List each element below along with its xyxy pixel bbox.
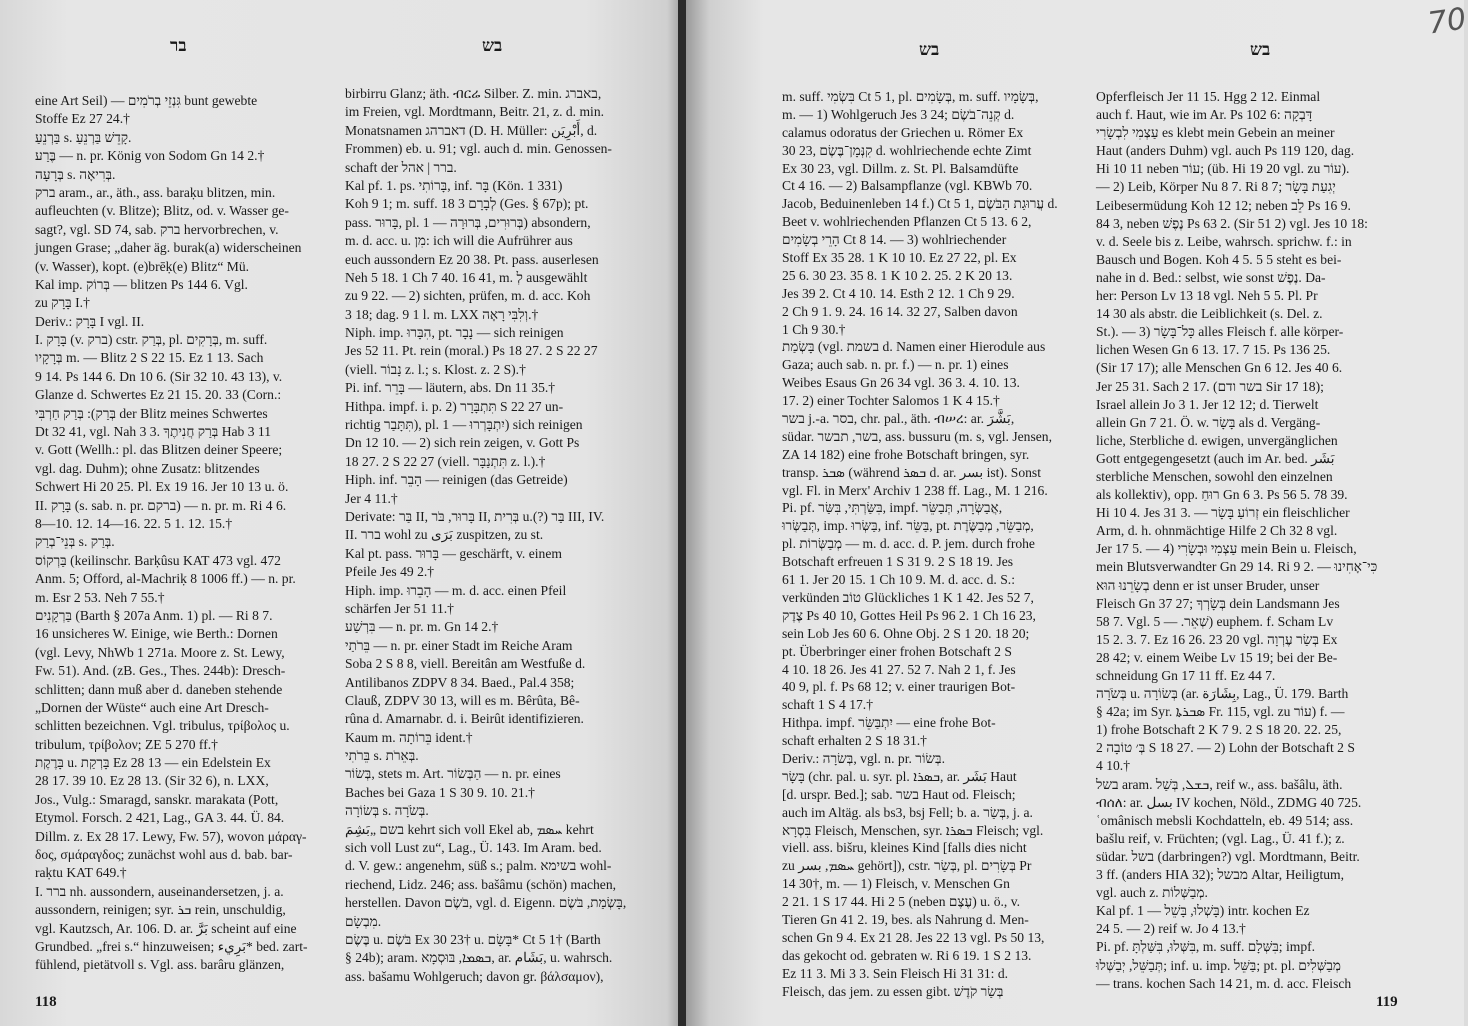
text-line: בֵּרֹתִי s. בְּאֵרֹת. [345, 748, 419, 764]
text-line: בשם „بَشِمَ kehrt sich voll Ekel ab, ܚܣܡ kehrt [345, 821, 594, 837]
text-line: auch f. Haut, wie im Ar. Ps 102 6: דָּבְקָה [1096, 107, 1313, 123]
text-line: schneidung Gn 17 11 ff. Ez 44 7. [1096, 668, 1276, 683]
text-line: Jer 4 11.† [345, 490, 398, 506]
text-line: בשר j.-a. בסר, chr. pal., äth. ብሠረ: ar. بَشَّرَ, [782, 411, 1015, 427]
book-gutter [678, 0, 686, 1026]
text-line: m. — 1) Wohlgeruch Jes 3 24; קְנֵה־בֹשֶׂם d. [782, 106, 1015, 122]
text-line: aussondern, reinigen; syr. ܒܪ rein, unschuldig, [35, 902, 286, 918]
running-header-left-2: בש [482, 36, 503, 56]
text-line: 30 23, קִנְּמָן־בֶּשֶׂם d. wohlriechende echte Zimt [782, 142, 1032, 158]
page-number-left: 118 [35, 994, 57, 1010]
text-line: Arm, d. h. ohnmächtige Hilfe 2 Ch 32 8 vgl. [1096, 523, 1338, 539]
text-line: schen Gn 9 4. Ex 21 28. Jes 22 13 vgl. Ps 50 13, [782, 929, 1045, 945]
text-line: Antilibanos ZDPV 8 34. Baed., Pal.4 358; [345, 674, 575, 690]
text-line: schaft der ברר | אהל. [345, 159, 457, 175]
text-line: בְּשֹׂרָה u. בְּשׂוֹרָה (ar. بِشَارَة, Lag., Ü. 179. Barth [1096, 686, 1349, 702]
text-line: בְּשׂוֹר, stets m. Art. הַבְּשׂוֹר — n. pr. eines [345, 766, 561, 782]
text-line: südar. בשר, תבשר, ass. bussuru (m. s, vgl. Jensen, [782, 428, 1052, 444]
text-line: pt. Überbringer einer frohen Botschaft 2 S [782, 643, 1012, 659]
text-line: — 2) Leib, Körper Nu 8 7. Ri 8 7; יְגִעַת בָּשָׂר [1096, 179, 1336, 195]
text-line: Clauß, ZDPV 30 13, will es m. Bêrûta, Bê- [345, 692, 580, 708]
text-line: בְּרָעָה s. בְּרִיאָה. [35, 166, 116, 182]
text-line: Haut (anders Duhm) vgl. auch Ps 119 120, dag. [1096, 143, 1355, 159]
text-line: Jes 52 11. Pt. rein (moral.) Ps 18 27. 2 S 22 27 [345, 343, 598, 359]
text-line: § 42a; im Syr. ܣܒܪܬܐ Fr. 115, vgl. zu עוֹר) f. — [1096, 704, 1345, 720]
text-line: Gott entgegengesetzt (auch im Ar. bed. بَشَر [1096, 450, 1335, 466]
text-line: das gekocht od. gebraten w. Ri 6 19. 1 S 2 13. [782, 947, 1032, 963]
text-line: Jer 17 5. — 4) עַצְמִי וּבְשָׂרִי mein Bein u. Fleisch, [1096, 541, 1357, 557]
text-line: Pi. pf. בִּשְּׁלוּ, בִּשַּׁלְתָּ, m. suff. בִּשְּׁלָם; impf. [1096, 939, 1316, 955]
text-line: 1) frohe Botschaft 2 K 7 9. 2 S 18 20. 22. 25, [1096, 722, 1342, 738]
text-line: Anm. 5; Offord, al-Machriḳ 8 1006 ff.) — n. pr. [35, 571, 296, 587]
text-line: 58 7. Vgl. שְׁאֵר. — 5) euphem. f. Scham Lv [1096, 613, 1334, 629]
text-line: Beet v. wohlriechenden Pflanzen Ct 5 13. 6 2, [782, 214, 1032, 230]
text-line: nahe in d. Bed.: selbst, wie sonst נֶפֶשׁ. Da- [1096, 269, 1326, 285]
text-line: sterbliche Menschen, sowohl den einzelnen [1096, 468, 1333, 484]
text-line: 40 9, pl. f. Ps 68 12; v. einer traurigen Bot- [782, 679, 1016, 695]
text-line: (Sir 17 17); alle Menschen Gn 6 12. Jes 40 6. [1096, 360, 1343, 376]
text-line: Jos., Vulg.: Smaragd, sanskr. marakata (Pott, [35, 791, 279, 807]
text-line: 3 ff. (anders HIA 32); מבשל Altar, Heiligtum, [1096, 867, 1345, 883]
column-4 [1096, 88, 1408, 993]
text-line: St.). — 3) כָּל־בָּשָׂר alles Fleisch f. alle körper- [1096, 324, 1344, 340]
text-line: d. V. gew.: angenehm, süß s.; palm. בשימא wohl- [345, 858, 612, 874]
text-line: vgl. dag. Duhm); ohne Zusatz: blitzendes [35, 460, 260, 476]
text-line: מִבְשָׂם. [345, 913, 382, 929]
text-line: בְּ׳ טוֹבָה 2 S 18 27. — 2) Lohn der Botschaft 2 S [1096, 740, 1355, 756]
text-line: Opferfleisch Jer 11 15. Hgg 2 12. Einmal [1096, 89, 1321, 104]
text-line: בשל aram. ܒܫܠ, בְּשַׁל, reif w., ass. bašâlu, äth. [1096, 776, 1343, 792]
text-line: Kaum m. בֵּרוֹתָה ident.† [345, 729, 473, 745]
text-line: בַּרְקוֹס (keilinschr. Barḳûsu KAT 473 vgl. 472 [35, 552, 281, 568]
text-line: 17. 2) einer Tochter Salomos 1 K 4 15.† [782, 393, 1000, 409]
text-line: vgl. auch z. מְבַשְּׁלוֹת. [1096, 885, 1208, 901]
text-line: (vgl. Levy, NhWb 1 271a. Moore z. St. Lewy, [35, 644, 285, 660]
text-line: (v. Wasser), kopt. (e)brēḳ(e) Blitz“ Mü. [35, 258, 250, 274]
text-line: lichen Wesen Gn 6 13. 17. 7 15. Ps 136 25. [1096, 342, 1331, 358]
text-line: verkünden טוֹב Glückliches 1 K 1 42. Jes 52 7, [782, 589, 1034, 605]
text-line: zu בָּרָק I.† [35, 295, 90, 311]
handwritten-page-note: 70 [1425, 1, 1468, 42]
text-line: zu 9 22. — 2) sichten, prüfen, m. d. acc. Koh [345, 288, 591, 304]
left-page [0, 0, 688, 1026]
text-line: בִּסְרָא Fleisch, Menschen, syr. ܒܣܪܐ Fleisch; vgl. [782, 822, 1044, 838]
text-line: Glanze d. Schwertes Ez 21 15. 20. 33 (Corn.: [35, 387, 282, 403]
text-line: raḳtu KAT 649.† [35, 865, 127, 881]
text-line: „Dornen der Wüste“ auch eine Art Dresch- [35, 699, 269, 715]
running-header-left: בר [170, 36, 187, 56]
text-line: Pfeile Jes 49 2.† [345, 564, 435, 580]
text-line: 28 17. 39 10. Ez 28 13. (Sir 32 6), n. LXX, [35, 773, 269, 789]
text-line: Jes 39 2. Ct 4 10. 14. Esth 2 12. 1 Ch 9 29. [782, 285, 1015, 301]
text-line: 1 Ch 9 30.† [782, 321, 846, 337]
text-line: 25 6. 30 23. 35 8. 1 K 10 2. 25. 2 K 20 13. [782, 267, 1013, 283]
text-line: 14 30 als abstr. die Leiblichkeit (s. Del. z. [1096, 306, 1323, 322]
text-line: בֶּשֶׂם u. בֹּשֶׂם Ex 30 23† u. בָּשָׂם* Ct 5 1† (Barth [345, 931, 601, 947]
text-line: Fw. 51). And. (zB. Ges., Thes. 244b): Dresch- [35, 663, 286, 679]
text-line: vgl. Kautzsch, Ar. 106. D. ar. بَرَّ scheint auf eine [35, 920, 297, 936]
text-line: 18 27. 2 S 22 27 (viell. תִּתְנַבָּר z. l.).† [345, 453, 546, 469]
text-line: schaft 1 S 4 17.† [782, 697, 873, 713]
text-line: 14 30†, m. — 1) Fleisch, v. Menschen Gn [782, 876, 1010, 892]
text-line: בְּרַק): בְּרַק חַרְבִּי der Blitz meines Schwertes [35, 405, 268, 421]
text-line: Monatsnamen דאברהג (D. H. Müller: أَبْرِيَن, d. [345, 122, 598, 138]
text-line: schlitten; dann muß aber d. daneben stehende [35, 681, 283, 697]
page-number-right: 119 [1376, 994, 1398, 1010]
text-line: Hithpa. impf. יִתְבַּשֵּׂר — eine frohe Bot- [782, 715, 996, 731]
text-line: צֶדֶק Ps 40 10, Gottes Heil Ps 96 2. 1 Ch 16 23, [782, 607, 1036, 623]
text-line: הָרֵי בְשָׂמִים Ct 8 14. — 3) wohlriechender [782, 232, 1007, 248]
text-line: ass. bašamu Wohlgeruch; davon gr. βάλσαμον), [345, 968, 604, 984]
text-line: Kal pt. pass. בָּרוּר — geschärft, v. einem [345, 545, 562, 561]
column-3 [782, 88, 1082, 1000]
text-line: birbirru Glanz; äth. ብርሬ Silber. Z. min. באברג, [345, 86, 602, 101]
text-line: בְּרָקָיו m. — Blitz 2 S 22 15. Ez 1 13. Sach [35, 350, 264, 366]
column-1 [35, 92, 335, 975]
text-line: בֵּרֹתַי — n. pr. einer Stadt im Reiche Aram [345, 637, 573, 653]
text-line: Jacob, Beduinenleben 14 f.) Ct 5 1, עֲרוּגַת הַבֹּשֶׂם d. [782, 196, 1058, 212]
text-line: Deriv.: בְּשׂרָה, vgl. n. pr. בְּשׂוֹר. [782, 750, 946, 766]
text-line: § 24b); aram. ܒܣܡܐ, בּוּסְמָא, ar. بَشَام, u. wahrsch. [345, 950, 613, 966]
text-line: (viell. נָבוֹר z. l.; s. Klost. z. 2 S).† [345, 361, 526, 377]
text-line: im Freien, vgl. Mordtmann, Beitr. 21, z. d. min. [345, 104, 605, 120]
text-line: fühlend, pietätvoll s. Vgl. ass. barâru glänzen, [35, 957, 285, 973]
text-line: I. בָּרָק (v. ברק) cstr. בְּרַק, pl. בְּרָקִים, m. suff. [35, 332, 268, 348]
text-line: allein Gn 7 21. Ö. w. בָּשָׂר als d. Vergäng- [1096, 414, 1321, 430]
text-line: Gaza; auch sab. n. pr. f.) — n. pr. 1) eines [782, 357, 1009, 373]
text-line: Fleisch, das jem. zu essen gibt. בְּשַׂר קֹדֶשׁ [782, 983, 1004, 999]
text-line: Fleisch Gn 37 27; בְּשָׂרְךָ dein Landsmann Jes [1096, 595, 1340, 611]
text-line: Frommen) eb. u. 91; vgl. auch d. min. Genossen- [345, 141, 612, 157]
text-line: [d. urspr. Bed.]; sab. בשר Haut od. Fleisch; [782, 786, 1016, 802]
text-line: Stoffe Ez 27 24.† [35, 111, 130, 127]
text-line: jungen Grase; „daher äg. burak(a) widerscheinen [35, 240, 302, 256]
text-line: בְּנֵי־בְרַק s. בְּרַק. [35, 534, 115, 550]
text-line: תְּבַשֵּׁל, יְבַשְּׁלוּ; inf. u. imp. בַּשֵּׁל; pt. pl. מְבַשְּׁלִים [1096, 957, 1341, 973]
text-line: 84 3, neben נֶפֶשׁ Ps 63 2. (Sir 51 2) vgl. Jes 10 18: [1096, 215, 1368, 231]
text-line: pass. בָּרוּר, pl. בְּרוּרִים, בְּרוּרָה — 1) absondern, [345, 214, 591, 230]
text-line: Tieren Gn 41 2. 19, bes. als Nahrung d. Men- [782, 911, 1029, 927]
text-line: richtig תִּתָּבַר), pl. יִתְבָּרְרוּ — 1) sich reinigen [345, 417, 583, 433]
text-line: 16 unsicheres W. Einige, wie Berth.: Dornen [35, 626, 278, 642]
text-line: Deriv.: בָּרָק I vgl. II. [35, 313, 145, 329]
text-line: 3 18; dag. 9 1 l. m. LXX וְלִבִּי רָאָה.† [345, 306, 539, 322]
text-line: v. d. Seele bis z. Leibe, wahrsch. sprichw. f.: in [1096, 233, 1352, 249]
text-line: 4 10.† [1096, 758, 1130, 774]
text-line: 28 42; v. einem Weibe Lv 15 19; bei der Be- [1096, 649, 1338, 665]
text-line: schärfen Jer 51 11.† [345, 600, 454, 616]
text-line: 8—10. 12. 14—16. 22. 5 1. 12. 15.† [35, 515, 233, 531]
text-line: m. Esr 2 53. Neh 7 55.† [35, 589, 165, 605]
text-line: südar. בשל (darbringen?) vgl. Mordtmann, Beitr. [1096, 848, 1360, 864]
text-line: her: Person Lv 13 18 vgl. Neh 5 5. Pl. Pr [1096, 288, 1318, 304]
text-line: עַצְמִי לִבְשָׂרִי es klebt mein Gebein an meiner [1096, 125, 1335, 141]
text-line: 24 5. — 2) reif w. Jo 4 13.† [1096, 921, 1246, 937]
text-line: בָּרֶקֶת u. בָּרְקַת Ez 28 13 — ein Edelstein Ex [35, 755, 271, 771]
text-line: בַּרְנֵעַ s. קָדֵשׁ בַּרְנֵעַ. [35, 129, 132, 145]
text-line: herstellen. Davon בֹּשֶׂם, vgl. d. Eigenn. בָּשְׂמַת, בֹּשֶׂם, [345, 895, 627, 911]
text-line: Hiph. imp. הָבֵרוּ — m. d. acc. einen Pfeil [345, 582, 567, 598]
text-line: aufleuchten (v. Blitze); Blitz, od. v. Wasser ge- [35, 203, 289, 219]
text-line: 61 1. Jer 20 15. 1 Ch 10 9. M. d. acc. d. S.: [782, 572, 1015, 588]
text-line: als kollektiv), opp. רוּחַ Gn 6 3. Ps 56 5. 78 39. [1096, 487, 1348, 503]
text-line: schaft erhalten 2 S 18 31.† [782, 733, 927, 749]
text-line: 4 10. 18 26. Jes 41 27. 52 7. Nah 2 1, f. Jes [782, 661, 1016, 677]
text-line: liche, Sterbliche d. ewigen, unvergänglichen [1096, 432, 1338, 448]
text-line: בִּרְשַׁע — n. pr. m. Gn 14 2.† [345, 619, 499, 635]
text-line: תְּבַשְּׂרוּ, imp. בַּשְּׂרוּ, inf. בַּשֵּׂר, pt. מְבַשֵּׂר, מְבַשֶּׂרֶת, [782, 518, 1034, 534]
text-line: riechend, Lidz. 246; ass. bašâmu (schön) machen, [345, 876, 617, 892]
text-line: v. Gott (Wellh.: pl. das Blitzen deiner Speere; [35, 442, 283, 458]
text-line: transp. ܣܒܪ (während ܒܣܪ d. ar. بسر ist). Sonst [782, 464, 1041, 480]
text-line: Hi 10 11 neben עוֹר; (üb. Hi 19 20 vgl. zu עוֹר). [1096, 161, 1350, 177]
text-line: Botschaft erfreuen 1 S 31 9. 2 S 18 19. Jes [782, 554, 1014, 570]
text-line: bašlu reif, v. Früchten; (vgl. Lag., Ü. 41 f.); z. [1096, 830, 1345, 846]
text-line: Grundbed. „frei s.“ hinzuweisen; بَرِيء* bed. zart- [35, 938, 308, 954]
text-line: zu ܚܣܡ, بسر gehört]), cstr. בְּשַׂר, pl. בְּשָׂרִים Pr [782, 858, 1032, 874]
text-line: sich voll Lust zu“, Lag., Ü. 143. Im Aram. bed. [345, 840, 602, 856]
text-line: Hi 10 4. Jes 31 3. — זְרוֹעַ בָּשָׂר ein fleischlicher [1096, 505, 1350, 521]
text-line: II. בָּרָק (s. sab. n. pr. ברקם) — n. pr. m. Ri 4 6. [35, 497, 287, 513]
text-line: Stoff Ex 35 28. 1 K 10 10. Ez 27 22, pl. Ex [782, 250, 1017, 266]
text-line: Ct 4 16. — 2) Balsampflanze (vgl. KBWb 70. [782, 178, 1033, 194]
text-line: II. ברר wohl zu بَرَى zuspitzen, zu st. [345, 527, 544, 543]
text-line: Soba 2 S 8 8, viell. Bereitân am Westfuße d. [345, 656, 586, 672]
text-line: schlitten bezeichnen. Vgl. tribulus, τρίβολος u. [35, 718, 290, 734]
text-line: sagt?, vgl. SD 74, sab. ברק hervorbrechen, v. [35, 221, 279, 237]
text-line: בֶּרַע — n. pr. König von Sodom Gn 14 2.† [35, 148, 265, 164]
text-line: בַּרְקָנִים (Barth § 207a Anm. 1) pl. — Ri 8 7. [35, 607, 273, 623]
text-line: Pi. inf. בָּרֵר — läutern, abs. Dn 11 35.† [345, 380, 556, 396]
text-line: euch aussondern Ez 20 38. Pt. pass. auserlesen [345, 251, 599, 267]
text-line: בְשָׂרֵנוּ הוּא denn er ist unser Bruder, unser [1096, 577, 1320, 593]
text-line: Dn 12 10. — 2) sich rein zeigen, v. Gott Ps [345, 435, 580, 451]
text-line: Kal imp. בְּרוֹק — blitzen Ps 144 6. Vgl. [35, 276, 248, 292]
text-line: Niph. imp. הִבָּרוּ, pt. נָבָר — sich reinigen [345, 325, 564, 341]
text-line: mein Blutsverwandter Gn 29 14. Ri 9 2. — כִּי־אָחִינוּ [1096, 559, 1378, 575]
text-line: ברק aram., ar., äth., ass. baraḳu blitzen, min. [35, 184, 276, 200]
text-line: Koh 9 1; m. suff. לְבָרָם 3 18 (Ges. § 67p); pt. [345, 196, 589, 212]
text-line: Dillm. z. Ex 28 17. Lewy, Fw. 57), wovon μάραγ- [35, 828, 307, 844]
text-line: — trans. kochen Sach 14 21, m. d. acc. Fleisch [1096, 975, 1352, 991]
text-line: Etymol. Forsch. 2 421, Lag., GA 3. 44. Ü. 84. [35, 810, 285, 826]
text-line: auch im Altäg. als bs3, bsj Fell; b. a. בְּשַׂר, j. a. [782, 804, 1033, 820]
text-line: I. ברר nh. aussondern, auseinandersetzen, j. a. [35, 883, 284, 899]
text-line: Ez 11 3. Mi 3 3. Sein Fleisch Hi 31 31: d. [782, 965, 1009, 981]
text-line: Jer 25 31. Sach 2 17. (בשר ודם Sir 17 18); [1096, 378, 1324, 394]
text-line: eine Art Seil) — גִּנְזֵי בְרֹמִים bunt gewebte [35, 93, 258, 108]
column-2 [345, 85, 655, 986]
text-line: ZA 14 182) eine frohe Botschaft bringen, syr. [782, 446, 1030, 462]
text-line: vgl. Fl. in Merx' Archiv 1 238 ff. Lag., M. 1 216. [782, 482, 1048, 498]
text-line: ብሰለ: ar. بسل IV kochen, Nöld., ZDMG 40 725. [1096, 794, 1362, 810]
text-line: בָּשְׂמַת (vgl. בשמת d. Namen einer Hierodule aus [782, 339, 1046, 355]
text-line: Kal pf. 1. ps. בָּרוֹתִי, inf. בָּר (Kön. 1 331) [345, 177, 563, 193]
text-line: tribulum, τρίβολον; ZE 5 270 ff.† [35, 736, 218, 752]
text-line: Israel allein Jo 3 1. Jer 12 12; d. Tierwelt [1096, 396, 1319, 412]
text-line: Pi. pf. בִּשַּׂרְתִּי, בִּשַּׂר, impf. אֲבַשְּׂרָה, תְּבַשֵּׂר, [782, 500, 1003, 516]
text-line: Baches bei Gaza 1 S 30 9. 10. 21.† [345, 784, 535, 800]
text-line: Kal pf. בָּשְׁלוּ, בָּשֵׁל — 1) intr. kochen Ez [1096, 903, 1310, 919]
text-line: Neh 5 18. 1 Ch 7 40. 16 41, m. לְ ausgewählt [345, 269, 588, 285]
text-line: Dt 32 41, vgl. Nah 3 3. בְּרַק חֲנִיתֶךָ Hab 3 11 [35, 424, 272, 440]
text-line: δος, σμάραγδος; zunächst wohl aus d. bab. bar- [35, 847, 293, 863]
text-line: 2 Ch 9 1. 9. 24. 16 14. 32 27, Salben davon [782, 303, 1018, 319]
text-line: 15 2. 3. 7. Ez 16 26. 23 20 vgl. בְּשַׂר עֶרְוָה Ex [1096, 631, 1338, 647]
text-line: pl. מְבַשְּׂרוֹת — m. d. acc. d. P. jem. durch frohe [782, 536, 1035, 552]
running-header-right: בש [919, 40, 940, 60]
text-line: calamus odoratus der Griechen u. Römer Ex [782, 124, 1024, 140]
text-line: ʿomânisch mebsli Kochdatteln, eb. 49 514; ass. [1096, 812, 1354, 828]
text-line: rûna d. Amarnabr. d. i. Beirût identifizieren. [345, 711, 584, 727]
text-line: Schwert Hi 20 25. Pl. Ex 19 16. Jer 10 13 u. ö. [35, 479, 289, 495]
text-line: sein Lob Jes 60 6. Ohne Obj. 2 S 1 20. 18 20; [782, 625, 1030, 641]
running-header-right-2: בש [1250, 40, 1271, 60]
text-line: בְּשׂוֹרָה s. בְּשֹׂרָה. [345, 803, 429, 819]
text-line: Weibes Esaus Gn 26 34 vgl. 36 3. 4. 10. 13. [782, 375, 1020, 391]
text-line: 2 21. 1 S 17 44. Hi 2 5 (neben עֶצֶם) u. ö., v. [782, 894, 1021, 910]
text-line: m. d. acc. u. מִן: ich will die Aufrührer aus [345, 233, 573, 249]
text-line: m. suff. בִּשְׂמִי Ct 5 1, pl. בְּשָׂמִים, m. suff. בְּשָׂמָיו, [782, 89, 1039, 104]
text-line: Leibesermüdung Koh 12 12; neben לֵב Ps 16 9. [1096, 197, 1351, 213]
text-line: Ex 30 23, vgl. Dillm. z. St. Pl. Balsamdüfte [782, 160, 1019, 176]
text-line: Bausch und Bogen. Koh 4 5. 5 5 steht es bei- [1096, 251, 1342, 267]
text-line: Hithpa. impf. i. p. תִּתְבָּרָר (2 S 22 27 un- [345, 398, 564, 414]
text-line: Hiph. inf. הָבֵר — reinigen (das Getreide) [345, 472, 568, 488]
text-line: 9 14. Ps 144 6. Dn 10 6. (Sir 32 10. 43 13), v. [35, 368, 283, 384]
text-line: viell. ass. bišru, kleines Kind [falls dies nicht [782, 840, 1027, 856]
text-line: Derivate: בַּר II, בָּרוּר, בֹּר II, בְּרִית u.(?) בַּר III, IV. [345, 508, 605, 524]
text-line: בָּשָׂר (chr. pal. u. syr. pl. ܒܣܪܐ, ar. بَشَر Haut [782, 768, 1017, 784]
